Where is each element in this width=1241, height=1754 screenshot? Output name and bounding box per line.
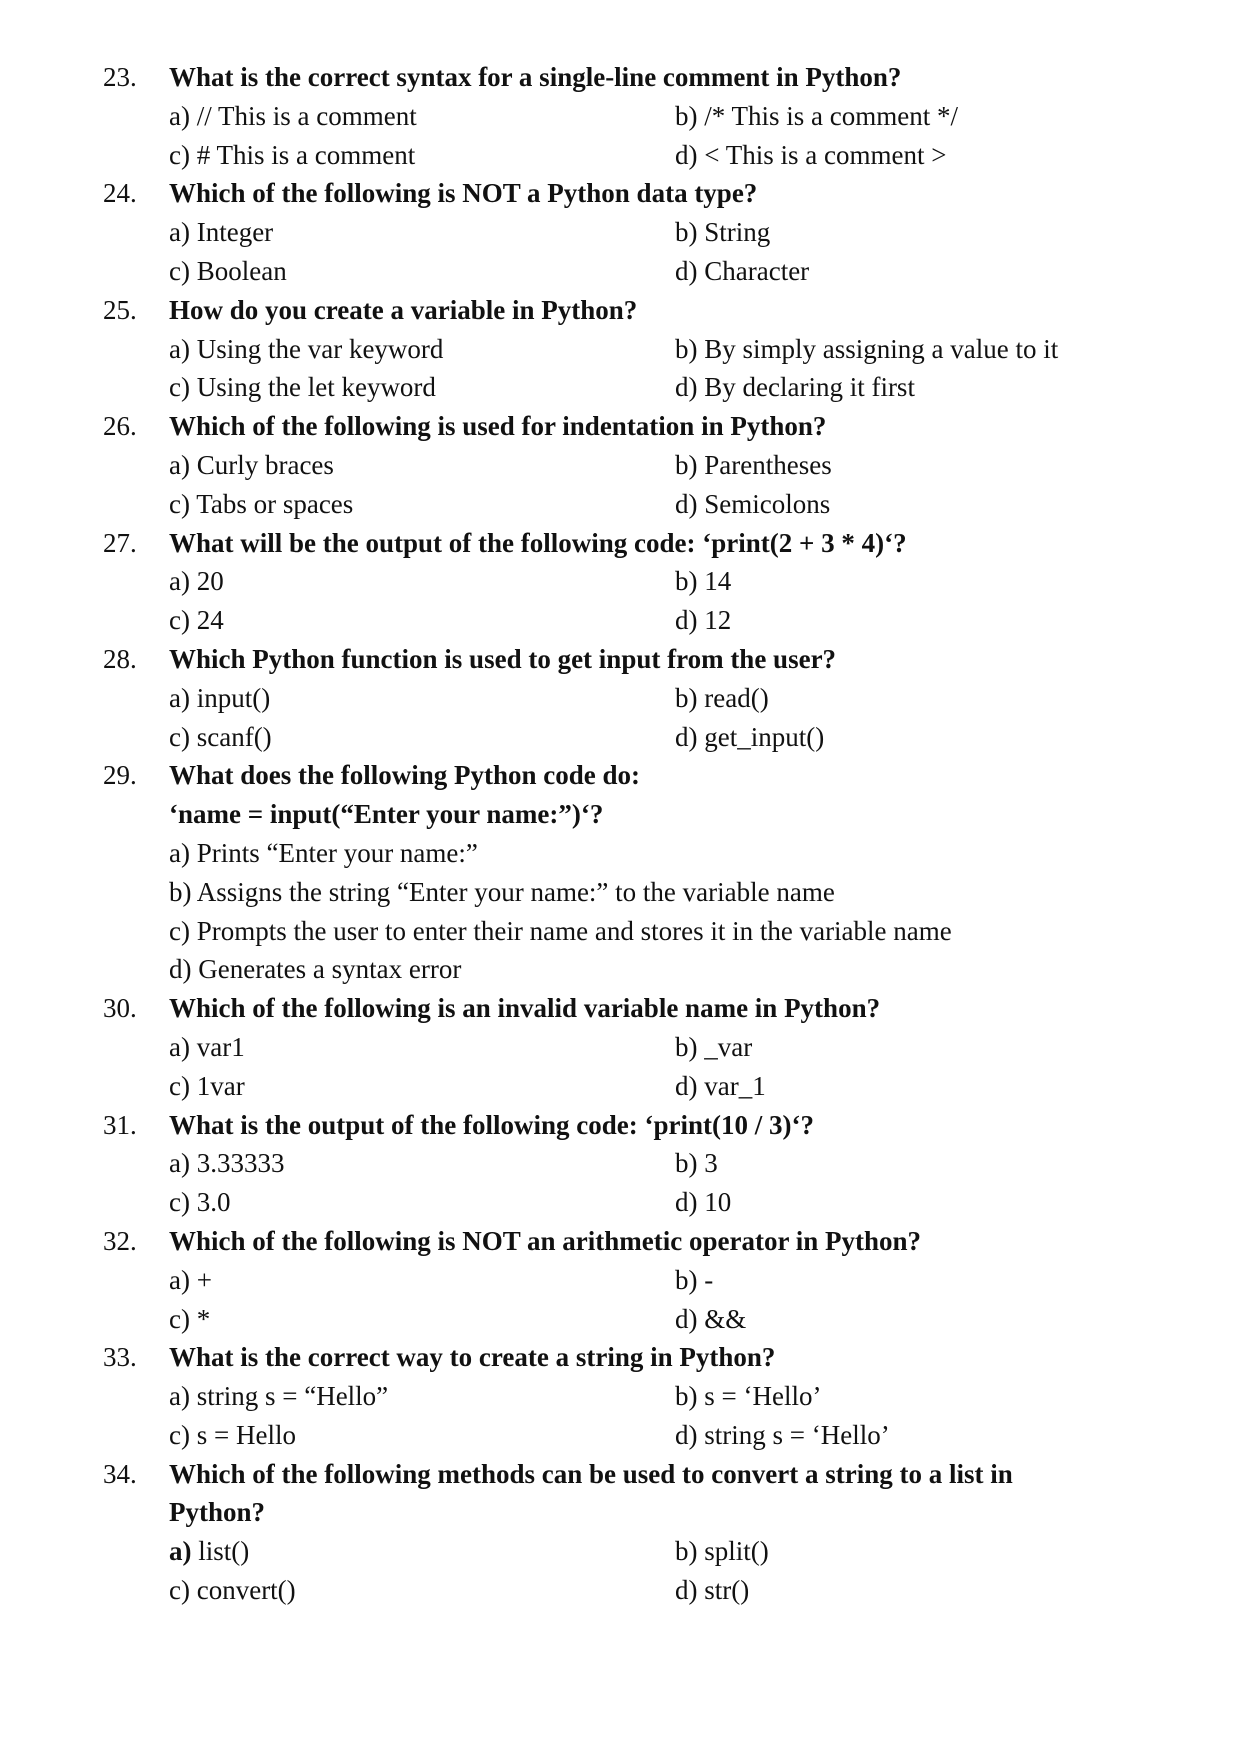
question-item [0,640,1241,756]
question-number: 33. [103,1342,137,1373]
question-item [0,407,1241,523]
answer-option: a) Integer [169,217,274,248]
question-list [0,58,1241,1610]
question-number: 25. [103,294,137,325]
question-line [0,1338,1241,1377]
options-row [0,1183,1241,1222]
answer-option: b) 14 [675,566,732,597]
question-number: 28. [103,643,137,674]
question-number: 23. [103,62,137,92]
options-row [0,679,1241,718]
question-line [0,1222,1241,1261]
question-text: Which of the following is NOT a Python data type? [169,178,758,209]
options-row [0,718,1241,757]
answer-option: a) input() [169,682,271,713]
answer-option: b) /* This is a comment */ [675,100,958,131]
question-item [0,174,1241,290]
question-text: How do you create a variable in Python? [169,294,638,325]
question-item [0,524,1241,640]
answer-option: d) < This is a comment > [675,139,947,170]
answer-option: c) s = Hello [169,1419,296,1450]
options-row [0,601,1241,640]
question-number: 27. [103,527,137,558]
answer-option: c) Tabs or spaces [169,488,354,519]
answer-option: c) # This is a comment [169,139,416,170]
question-item [0,1106,1241,1222]
question-text: Which of the following is an invalid variable name in Python? [169,993,881,1024]
question-line [0,291,1241,330]
options-row [0,330,1241,369]
options-row [0,1067,1241,1106]
question-line [0,795,1241,834]
answer-option: a) list() [169,1536,250,1567]
question-text: Which of the following is used for indentation in Python? [169,411,827,442]
question-line [0,58,1241,97]
question-line [0,174,1241,213]
question-number: 29. [103,760,137,791]
answer-option: b) String [675,217,771,248]
question-text: Which Python function is used to get input from the user? [169,643,837,674]
question-item [0,1455,1241,1610]
question-number: 26. [103,411,137,442]
question-number: 31. [103,1109,137,1140]
options-row [0,1300,1241,1339]
question-item [0,1222,1241,1338]
options-row [0,873,1241,912]
question-item [0,291,1241,407]
answer-option: a) + [169,1264,212,1295]
answer-option: a) 3.33333 [169,1148,285,1179]
question-line [0,1493,1241,1532]
answer-option: d) && [675,1303,747,1334]
question-text: Which of the following methods can be used to convert a string to a list in [169,1458,1013,1489]
question-text: Which of the following is NOT an arithmetic operator in Python? [169,1225,922,1256]
question-line [0,1106,1241,1145]
answer-option: b) Assigns the string “Enter your name:” to the variable name [169,876,835,907]
answer-option: d) string s = ‘Hello’ [675,1419,890,1450]
question-item [0,1338,1241,1454]
answer-option: c) 24 [169,605,224,636]
answer-option: a) 20 [169,566,224,597]
answer-option: c) convert() [169,1575,296,1606]
question-line [0,1455,1241,1494]
answer-option: b) 3 [675,1148,718,1179]
answer-option: c) * [169,1303,211,1334]
options-row [0,950,1241,989]
question-item [0,756,1241,989]
answer-option: c) Using the let keyword [169,372,436,403]
answer-option: c) Boolean [169,255,287,286]
question-text: What is the correct syntax for a single-line comment in Python? [169,62,902,92]
answer-option: a) var1 [169,1031,245,1062]
options-row [0,1028,1241,1067]
question-number: 32. [103,1225,137,1256]
options-row [0,562,1241,601]
options-row [0,1377,1241,1416]
options-row [0,1571,1241,1610]
answer-option: a) Curly braces [169,449,334,480]
answer-option: d) 10 [675,1187,732,1218]
answer-option: a) Prints “Enter your name:” [169,837,478,868]
question-text: Python? [169,1497,266,1528]
question-line [0,756,1241,795]
options-row [0,1532,1241,1571]
answer-option: c) 1var [169,1070,245,1101]
options-row [0,1144,1241,1183]
options-row [0,1261,1241,1300]
answer-option: b) read() [675,682,769,713]
options-row [0,446,1241,485]
answer-option: b) Parentheses [675,449,832,480]
question-text: What does the following Python code do: [169,760,641,791]
question-item [0,58,1241,174]
answer-option: b) s = ‘Hello’ [675,1381,822,1412]
options-row [0,912,1241,951]
answer-option: d) Character [675,255,810,286]
answer-option: c) 3.0 [169,1187,231,1218]
options-row [0,1416,1241,1455]
options-row [0,368,1241,407]
options-row [0,136,1241,175]
options-row [0,252,1241,291]
answer-option: c) Prompts the user to enter their name and stores it in the variable name [169,915,952,946]
answer-option: a) // This is a comment [169,100,417,131]
answer-option: d) By declaring it first [675,372,915,403]
question-number: 34. [103,1458,137,1489]
options-row [0,213,1241,252]
question-line [0,640,1241,679]
answer-option: d) str() [675,1575,750,1606]
answer-option: c) scanf() [169,721,272,752]
answer-option: b) split() [675,1536,769,1567]
answer-option: d) get_input() [675,721,825,752]
question-text: What will be the output of the following code: ‘print(2 + 3 * 4)‘? [169,527,907,558]
question-text: What is the output of the following code: ‘print(10 / 3)‘? [169,1109,814,1140]
question-number: 24. [103,178,137,209]
answer-option: d) var_1 [675,1070,766,1101]
options-row [0,485,1241,524]
answer-option: a) string s = “Hello” [169,1381,389,1412]
question-line [0,524,1241,563]
answer-option: d) 12 [675,605,732,636]
question-item [0,989,1241,1105]
options-row [0,834,1241,873]
question-text: ‘name = input(“Enter your name:”)‘? [169,799,604,830]
answer-option: b) By simply assigning a value to it [675,333,1059,364]
answer-option: b) _var [675,1031,753,1062]
question-line [0,407,1241,446]
options-row [0,97,1241,136]
answer-option: d) Generates a syntax error [169,954,462,985]
option-letter: a) [169,1536,192,1567]
answer-option: b) - [675,1264,714,1295]
question-text: What is the correct way to create a string in Python? [169,1342,776,1373]
answer-option: d) Semicolons [675,488,831,519]
answer-option: a) Using the var keyword [169,333,444,364]
question-number: 30. [103,993,137,1024]
question-line [0,989,1241,1028]
